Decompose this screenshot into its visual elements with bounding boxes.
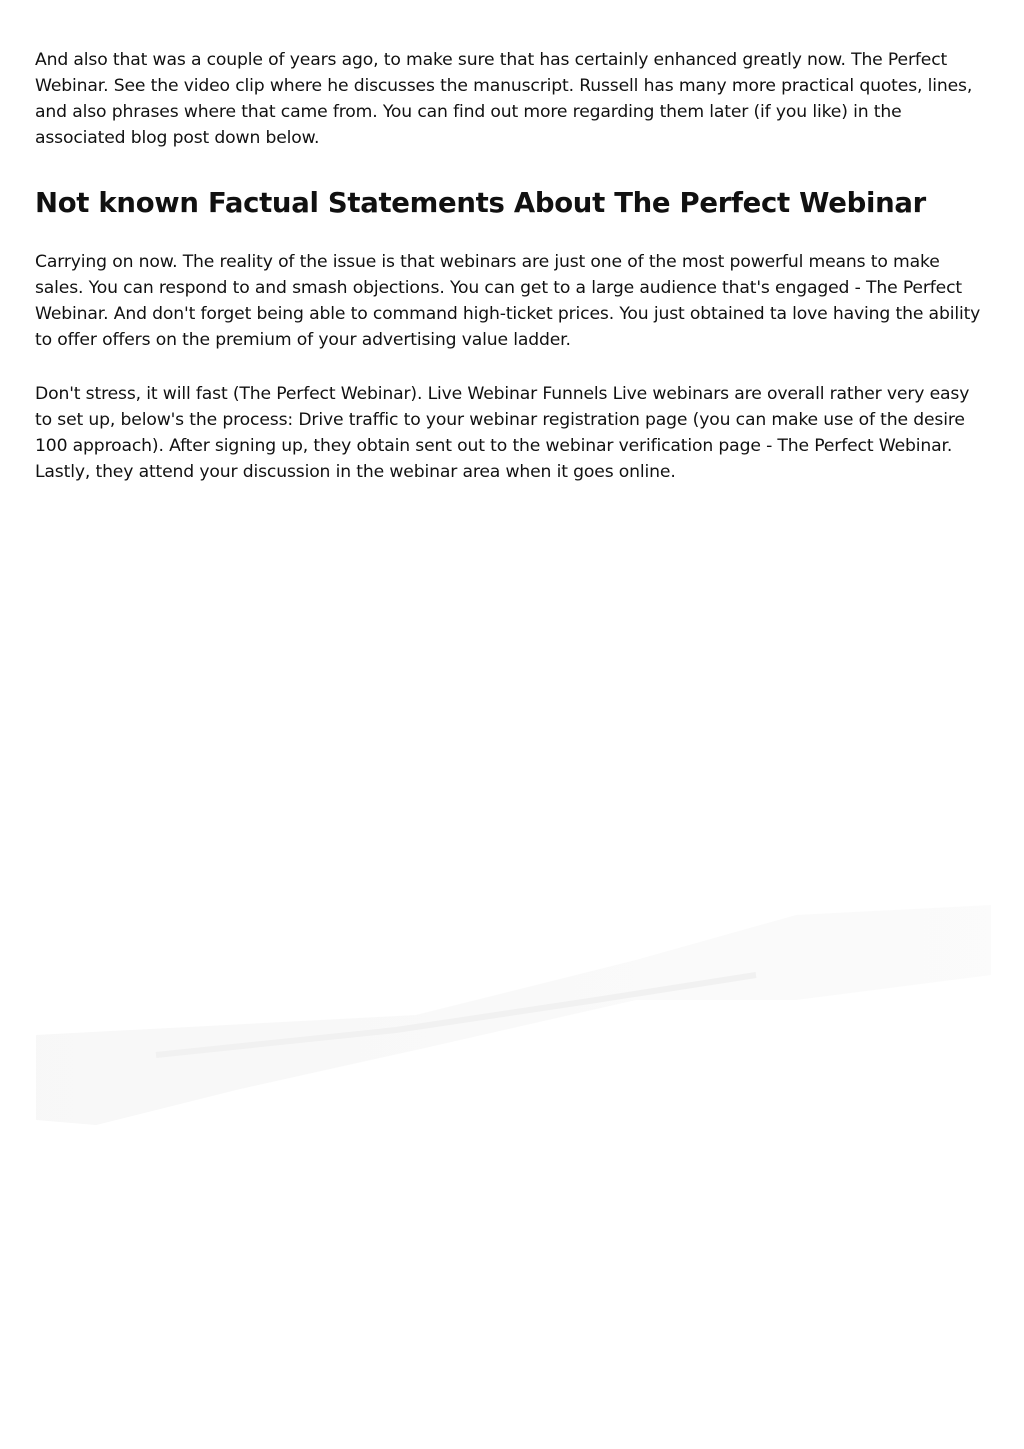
body-paragraph-2: Don't stress, it will fast (The Perfect Webinar). Live Webinar Funnels Live webinars are overall rather very easy to set up, below's the process: Drive traffic to your webinar registration page (you can make use of the desire 100 approach). After signing up, they obtain sent out to the webinar verification page - The Perfect Webinar. Lastly, they attend your discussion in the webinar area when it goes online. <box>35 384 970 482</box>
faded-image <box>36 905 991 1125</box>
intro-paragraph: And also that was a couple of years ago, to make sure that has certainly enhanced greatly now. The Perfect Webinar. See the video clip where he discusses the manuscript. Russell has many more practical quotes, lines, and also phrases where that came from. You can find out more regarding them later (if you like) in the associated blog post down below. <box>35 50 973 148</box>
section-heading: Not known Factual Statements About The Perfect Webinar <box>35 187 926 219</box>
body-paragraph-1: Carrying on now. The reality of the issue is that webinars are just one of the most powerful means to make sales. You can respond to and smash objections. You can get to a large audience that's engaged - The Perfect Webinar. And don't forget being able to command high-ticket prices. You just obtained ta love having the ability to offer offers on the premium of your advertising value ladder. <box>35 252 981 350</box>
document-body <box>35 47 991 485</box>
